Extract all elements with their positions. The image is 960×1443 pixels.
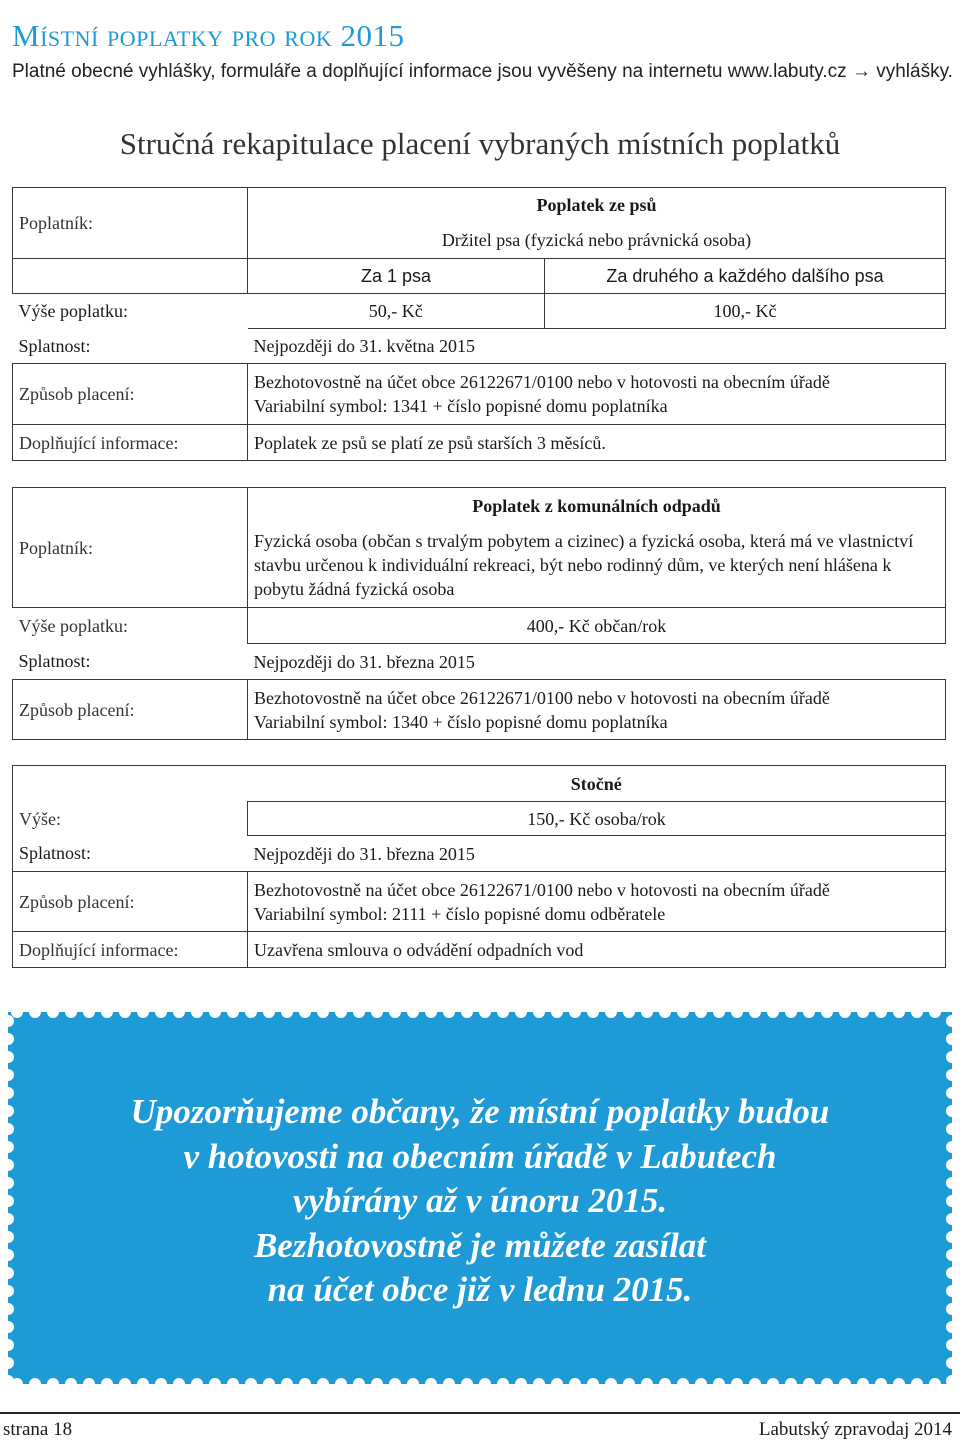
notice-line4: Bezhotovostně je můžete zasílat: [253, 1225, 707, 1265]
sewage-payment-label: Způsob placení:: [13, 872, 248, 932]
footer-page-number: strana 18: [3, 1419, 73, 1440]
sewage-amount-value: 150,- Kč osoba/rok: [248, 802, 946, 836]
sewage-payment-line2: Variabilní symbol: 2111 + číslo popisné domu odběratele: [254, 903, 666, 924]
section-subtitle: Platné obecné vyhlášky, formuláře a doplňující informace jsou vyvěšeny na internetu www.labuty.cz → vyhlášky.: [12, 61, 953, 82]
footer-divider: [0, 1412, 960, 1414]
waste-fee-heading: Poplatek z komunálních odpadů: [248, 488, 946, 524]
sewage-info-label: Doplňující informace:: [13, 932, 248, 968]
notice-stamp: [8, 1012, 952, 1384]
notice-line3: vybírány až v únoru 2015.: [292, 1181, 668, 1220]
section-title: Místní poplatky pro rok 2015: [12, 18, 405, 53]
dog-col2-header: Za druhého a každého dalšího psa: [545, 259, 946, 294]
dog-payment-line1: Bezhotovostně na účet obce 26122671/0100 nebo v hotovosti na obecním úřadě: [254, 372, 830, 392]
waste-amount-label: Výše poplatku:: [13, 608, 248, 644]
dog-amount-col1: 50,- Kč: [248, 294, 545, 329]
waste-amount-value: 400,- Kč občan/rok: [248, 608, 946, 644]
dog-fee-heading: Poplatek ze psů: [248, 188, 946, 223]
waste-due-label: Splatnost:: [13, 644, 248, 680]
dog-payment-line2: Variabilní symbol: 1341 + číslo popisné domu poplatníka: [254, 396, 668, 416]
waste-payment-label: Způsob placení:: [13, 680, 248, 740]
footer-publication: Labutský zpravodaj 2014: [758, 1419, 952, 1440]
dog-due-label: Splatnost:: [13, 329, 248, 364]
dog-fee-table: [12, 187, 946, 461]
sewage-due-value: Nejpozději do 31. března 2015: [248, 836, 946, 872]
dog-payer-value: Držitel psa (fyzická nebo právnická osoba): [248, 223, 946, 259]
notice-line5: na účet obce již v lednu 2015.: [267, 1270, 693, 1309]
sewage-empty-cell: [13, 766, 248, 802]
notice-line2: v hotovosti na obecním úřadě v Labutech: [183, 1136, 777, 1176]
waste-payment-value: [248, 680, 946, 740]
dog-due-value: Nejpozději do 31. května 2015: [248, 329, 946, 364]
dog-payment-value: [248, 364, 946, 425]
waste-payer-label: Poplatník:: [13, 488, 248, 608]
sewage-payment-value: [248, 872, 946, 932]
dog-info-value: Poplatek ze psů se platí ze psů starších 3 měsíců.: [248, 425, 946, 461]
notice-line1: Upozorňujeme občany, že místní poplatky budou: [130, 1092, 830, 1131]
sewage-payment-line1: Bezhotovostně na účet obce 26122671/0100 nebo v hotovosti na obecním úřadě: [254, 879, 830, 900]
dog-amount-col2: 100,- Kč: [545, 294, 946, 329]
waste-payment-line1: Bezhotovostně na účet obce 26122671/0100 nebo v hotovosti na obecním úřadě: [254, 687, 830, 708]
dog-amount-label: Výše poplatku:: [18, 301, 128, 322]
waste-payer-value: Fyzická osoba (občan s trvalým pobytem a cizinec) a fyzická osoba, která má ve vlastnictví stavbu určenou k individuální rekreaci, být nebo rodinný dům, ve kterých není hlášena k pobytu žádná fyzická osoba: [248, 524, 946, 608]
dog-info-label: Doplňující informace:: [13, 425, 248, 461]
sewage-fee-heading: Stočné: [248, 766, 946, 802]
waste-due-value: Nejpozději do 31. března 2015: [248, 644, 946, 680]
waste-payment-line2: Variabilní symbol: 1340 + číslo popisné domu poplatníka: [254, 711, 668, 732]
waste-fee-table: [12, 487, 946, 740]
page-title: Stručná rekapitulace placení vybraných místních poplatků: [119, 126, 841, 161]
sewage-amount-label: Výše:: [13, 802, 248, 836]
notice-text: [8, 1090, 952, 1313]
sewage-info-value: Uzavřena smlouva o odvádění odpadních vod: [248, 932, 946, 968]
dog-payment-label: Způsob placení:: [13, 364, 248, 425]
sewage-due-label: Splatnost:: [13, 836, 248, 872]
dog-col1-header: Za 1 psa: [248, 259, 545, 294]
sewage-fee-table: [12, 765, 946, 968]
dog-empty-cell: [13, 259, 248, 294]
dog-payer-label: Poplatník:: [13, 188, 248, 259]
